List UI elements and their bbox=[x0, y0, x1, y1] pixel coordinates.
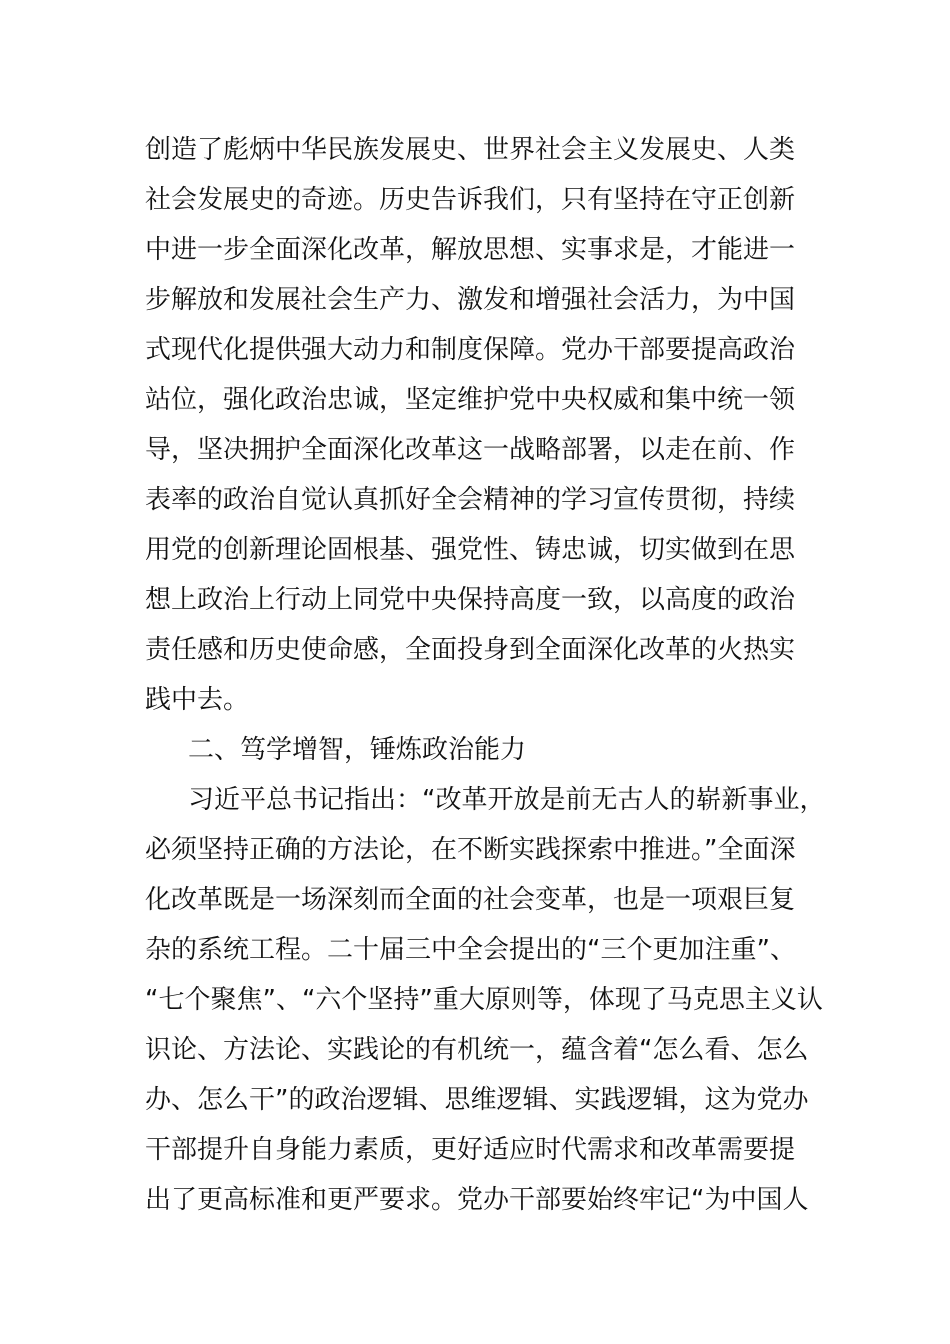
body-text-line: 中进一步全面深化改革，解放思想、实事求是，才能进一 bbox=[145, 235, 796, 265]
body-text-line: 步解放和发展社会生产力、激发和增强社会活力，为中国 bbox=[145, 285, 796, 315]
body-text-line: 用党的创新理论固根基、强党性、铸忠诚，切实做到在思 bbox=[145, 535, 796, 565]
body-text-line: “七个聚焦”、“六个坚持”重大原则等，体现了马克思主义认 bbox=[145, 985, 823, 1015]
body-text-line: 式现代化提供强大动力和制度保障。党办干部要提高政治 bbox=[145, 335, 796, 365]
body-text-line: 站位，强化政治忠诚，坚定维护党中央权威和集中统一领 bbox=[145, 385, 796, 415]
body-text-line: 践中去。 bbox=[145, 685, 250, 715]
body-text-line: 习近平总书记指出：“改革开放是前无古人的崭新事业， bbox=[188, 785, 826, 815]
body-text-line: 导，坚决拥护全面深化改革这一战略部署，以走在前、作 bbox=[145, 435, 796, 465]
body-text-line: 干部提升自身能力素质，更好适应时代需求和改革需要提 bbox=[145, 1135, 796, 1165]
body-text-line: 表率的政治自觉认真抓好全会精神的学习宣传贯彻，持续 bbox=[145, 485, 796, 515]
body-text-line: 出了更高标准和更严要求。党办干部要始终牢记“为中国人 bbox=[145, 1185, 809, 1215]
body-text-line: 化改革既是一场深刻而全面的社会变革，也是一项艰巨复 bbox=[145, 885, 796, 915]
body-text-line: 必须坚持正确的方法论，在不断实践探索中推进。”全面深 bbox=[145, 835, 796, 865]
body-text-line: 责任感和历史使命感，全面投身到全面深化改革的火热实 bbox=[145, 635, 796, 665]
body-text-line: 社会发展史的奇迹。历史告诉我们，只有坚持在守正创新 bbox=[145, 185, 796, 215]
body-text-line: 杂的系统工程。二十届三中全会提出的“三个更加注重”、 bbox=[145, 935, 796, 965]
body-text-line: 想上政治上行动上同党中央保持高度一致，以高度的政治 bbox=[145, 585, 796, 615]
body-text-line: 识论、方法论、实践论的有机统一，蕴含着“怎么看、怎么 bbox=[145, 1035, 809, 1065]
body-text-line: 创造了彪炳中华民族发展史、世界社会主义发展史、人类 bbox=[145, 135, 796, 165]
section-heading: 二、笃学增智，锤炼政治能力 bbox=[188, 735, 527, 765]
body-text-line: 办、怎么干”的政治逻辑、思维逻辑、实践逻辑，这为党办 bbox=[145, 1085, 809, 1115]
